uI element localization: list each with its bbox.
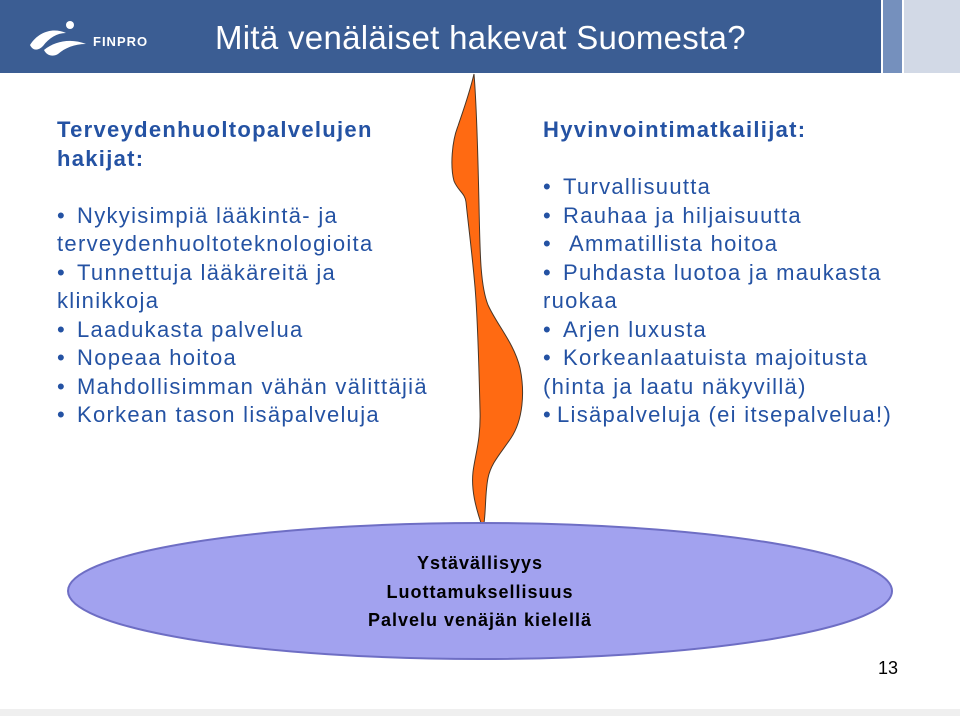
bullet-marker: • — [543, 202, 551, 228]
list-item-line — [57, 316, 447, 345]
bullet-marker: • — [57, 373, 65, 399]
left-heading-line: Terveydenhuoltopalvelujen — [57, 117, 373, 142]
bullet-marker: • — [57, 202, 65, 228]
list-item — [57, 202, 447, 259]
left-column — [57, 116, 447, 430]
bullet-marker: • — [57, 402, 65, 427]
list-item — [57, 316, 447, 345]
bullet-marker: • — [543, 402, 551, 427]
list-item — [57, 259, 447, 316]
list-item-text: Mahdollisimman vähän välittäjiä — [77, 373, 428, 399]
list-item-line: terveydenhuoltoteknologioita — [57, 231, 374, 256]
list-item-line — [57, 344, 447, 373]
list-item-line — [57, 259, 447, 288]
spacer — [543, 145, 955, 174]
left-heading-line: hakijat: — [57, 145, 145, 171]
list-item-line — [57, 202, 447, 231]
header-accent-panel — [904, 0, 960, 73]
list-item — [57, 401, 447, 430]
list-item-line: ruokaa — [543, 288, 619, 313]
bullet-marker: • — [543, 174, 551, 199]
bullet-marker: • — [543, 345, 551, 370]
right-column — [543, 116, 955, 430]
bullet-marker: • — [543, 316, 551, 342]
list-item-text: Nopeaa hoitoa — [77, 345, 238, 370]
slide-title: Mitä venäläiset hakevat Suomesta? — [215, 19, 746, 56]
list-item-line: klinikkoja — [57, 288, 160, 313]
ellipse-text — [0, 549, 960, 635]
list-item-line — [543, 173, 955, 202]
finpro-logo — [26, 14, 156, 58]
list-item — [543, 401, 955, 430]
list-item — [543, 230, 955, 259]
list-item-text: Ammatillista hoitoa — [569, 231, 779, 256]
header-accent-strip — [883, 0, 902, 73]
list-item-text: Nykyisimpiä lääkintä- ja — [77, 202, 339, 228]
list-item — [543, 344, 955, 401]
ellipse-text-line: Luottamuksellisuus — [386, 581, 574, 602]
finpro-logo-text: FINPRO — [93, 34, 149, 49]
list-item — [543, 259, 955, 316]
left-bullet-list — [57, 202, 447, 430]
slide-bottom-edge — [0, 709, 960, 716]
list-item — [57, 373, 447, 402]
list-item-text: Tunnettuja lääkäreitä ja — [77, 259, 337, 285]
list-item-line — [543, 401, 955, 430]
list-item-line — [57, 401, 447, 430]
list-item-line — [543, 344, 955, 373]
list-item-text: Rauhaa ja hiljaisuutta — [563, 202, 802, 228]
right-heading — [543, 116, 955, 145]
list-item-text: Lisäpalveluja (ei itsepalvelua!) — [557, 402, 893, 427]
orange-divider-path — [452, 74, 523, 523]
right-bullet-list — [543, 173, 955, 430]
list-item-text: Turvallisuutta — [563, 174, 712, 199]
list-item-text: Arjen luxusta — [563, 316, 708, 342]
bullet-marker: • — [57, 259, 65, 285]
list-item-line — [543, 316, 955, 345]
left-heading — [57, 116, 447, 173]
list-item-line — [543, 259, 955, 288]
right-heading-line: Hyvinvointimatkailijat: — [543, 117, 807, 142]
list-item-line — [57, 373, 447, 402]
list-item-line: (hinta ja laatu näkyvillä) — [543, 373, 807, 399]
bullet-marker: • — [543, 231, 551, 256]
list-item-text: Korkean tason lisäpalveluja — [77, 402, 380, 427]
list-item-line — [543, 202, 955, 231]
bullet-marker: • — [543, 259, 551, 285]
orange-divider-shape — [440, 70, 540, 530]
list-item-text: Puhdasta luotoa ja maukasta — [563, 259, 882, 285]
bullet-marker: • — [57, 345, 65, 370]
finpro-logo-icon — [26, 14, 90, 58]
list-item — [57, 344, 447, 373]
ellipse-text-line: Palvelu venäjän kielellä — [367, 610, 593, 630]
bullet-marker: • — [57, 316, 65, 342]
list-item — [543, 173, 955, 202]
list-item-text: Laadukasta palvelua — [77, 316, 304, 342]
spacer — [57, 173, 447, 202]
list-item — [543, 316, 955, 345]
list-item — [543, 202, 955, 231]
list-item-line — [543, 230, 955, 259]
list-item-text: Korkeanlaatuista majoitusta — [563, 345, 869, 370]
page-number: 13 — [878, 658, 899, 678]
ellipse-text-line: Ystävällisyys — [416, 553, 544, 573]
